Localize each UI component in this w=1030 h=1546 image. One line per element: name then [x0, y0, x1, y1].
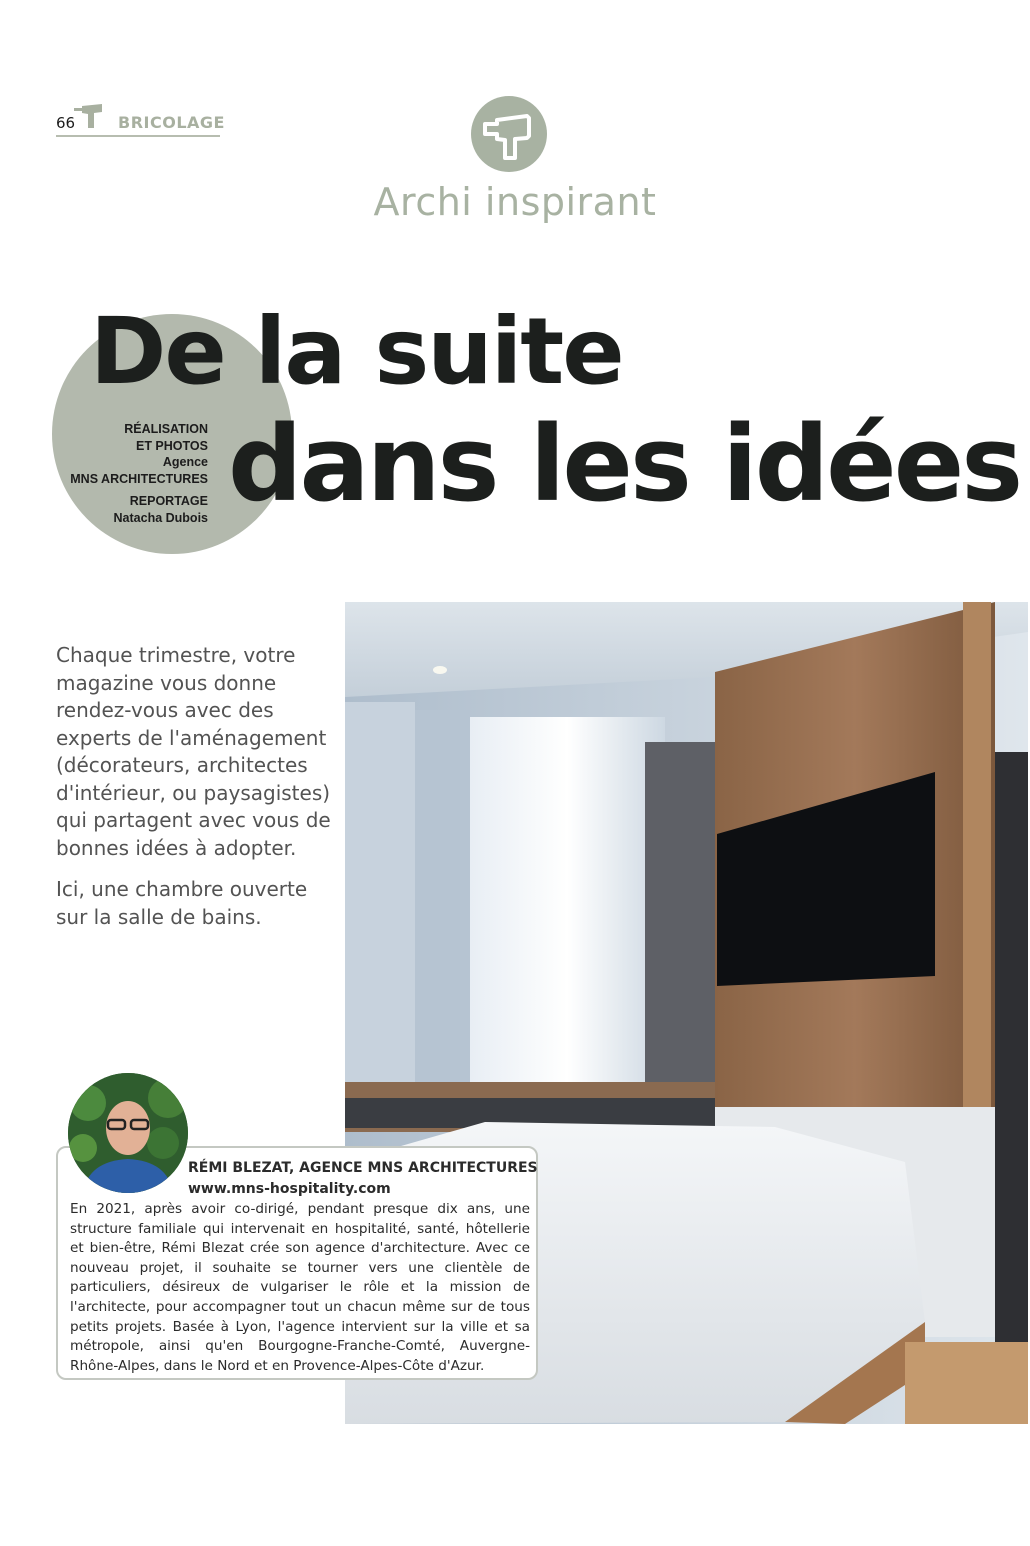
intro-text — [56, 642, 336, 945]
credit-reportage: REPORTAGE — [129, 494, 208, 508]
credit-realisation-2: ET PHOTOS — [135, 438, 208, 453]
header-rule — [56, 135, 220, 137]
section-label: BRICOLAGE — [118, 113, 225, 132]
headline-line-2: dans les idées — [228, 403, 1021, 525]
page-number: 66 — [56, 114, 76, 132]
expert-avatar — [68, 1073, 188, 1193]
rubrique-title: Archi inspirant — [373, 180, 657, 224]
expert-name: RÉMI BLEZAT, AGENCE MNS ARCHITECTURES — [188, 1160, 538, 1176]
rubrique-badge — [471, 96, 547, 172]
credit-agency-prefix: Agence — [162, 455, 208, 469]
intro-paragraph-1: Chaque trimestre, votre magazine vous donne rendez-vous avec des experts de l'aménagement (décorateurs, architectes d'intérieur, ou paysagistes) qui partagent avec vous de bonnes idées à adopter. — [56, 643, 331, 860]
drill-icon — [471, 96, 547, 172]
credits — [70, 421, 208, 526]
credit-agency-name: MNS ARCHITECTURES — [70, 471, 208, 486]
headline-line-1: De la suite — [90, 298, 623, 405]
credit-realisation-1: RÉALISATION — [124, 422, 208, 436]
drill-icon — [72, 100, 106, 130]
expert-bio: En 2021, après avoir co-dirigé, pendant presque dix ans, une structure familiale qui intervenait en hospitalité, santé, hôtellerie et bien-être, Rémi Blezat crée son agence d'architecture. Avec ce nouveau projet, il souhaite se tourner vers une clientèle de particuliers, désireux de vulgariser le rôle et la mission de l'architecte, pour accompagner tout un chacun même sur de tous petits projets. Basée à Lyon, l'agence intervient sur la ville et sa métropole, ainsi qu'en Bourgogne-Franche-Comté, Auvergne-Rhône-Alpes, dans le Nord et en Provence-Alpes-Côte d'Azur. — [70, 1201, 530, 1374]
credit-reporter: Natacha Dubois — [113, 510, 208, 525]
expert-website[interactable]: www.mns-hospitality.com — [188, 1181, 391, 1197]
intro-paragraph-2: Ici, une chambre ouverte sur la salle de bains. — [56, 877, 308, 929]
